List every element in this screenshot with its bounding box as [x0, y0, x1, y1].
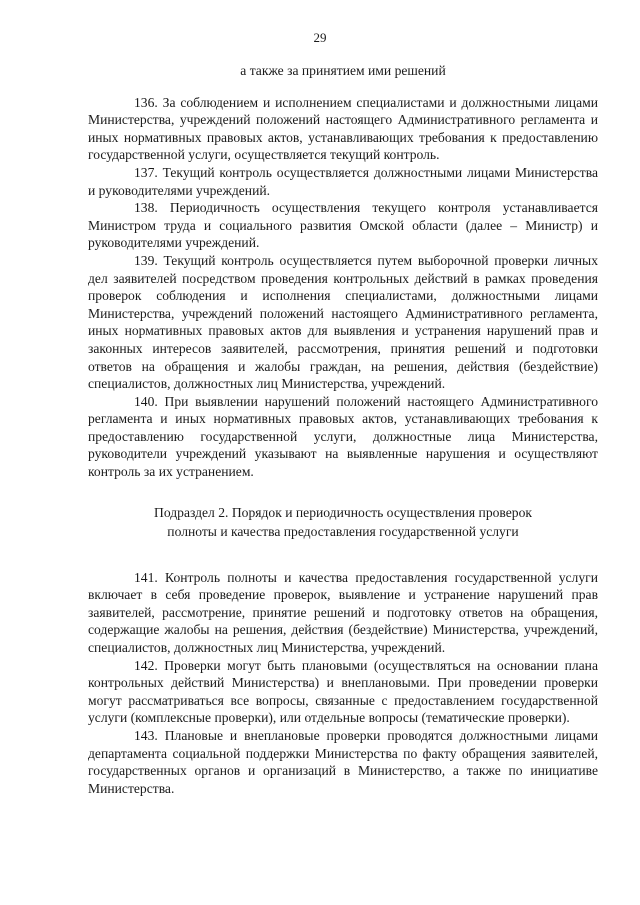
- document-body: [88, 62, 598, 797]
- page-number: 29: [313, 30, 327, 45]
- subsection-title-line-2: полноты и качества предоставления государственной услуги: [167, 523, 519, 539]
- paragraph-140: 140. При выявлении нарушений положений настоящего Административного регламента и иных нормативных правовых актов, устанавливающих требования к предоставлению государственной услуги, должностные лица Министерства, руководители учреждений указывают на выявленные нарушения и осуществляют контроль за их устранением.: [88, 393, 598, 480]
- paragraph-137: 137. Текущий контроль осуществляется должностными лицами Министерства и руководителями учреждений.: [88, 164, 598, 198]
- paragraph-141: 141. Контроль полноты и качества предоставления государственной услуги включает в себя проведение проверок, выявление и устранение нарушений прав заявителей, рассмотрение, принятие решений и подготовку ответов на обращения, содержащие жалобы на решения, действия (бездействие) Министерства, учреждений, специалистов, должностных лиц Министерства, учреждений.: [88, 569, 598, 656]
- paragraph-142: 142. Проверки могут быть плановыми (осуществляться на основании плана контрольных действий Министерства) и внеплановыми. При проведении проверки могут рассматриваться все вопросы, связанные с предоставлением государственной услуги (комплексные проверки), или отдельные вопросы (тематические проверки).: [88, 657, 598, 726]
- paragraph-139: 139. Текущий контроль осуществляется путем выборочной проверки личных дел заявителей посредством проведения контрольных действий в рамках проведения проверок соблюдения и исполнения специалистами, должностными лицами Министерства, учреждений положений настоящего Административного регламента, иных нормативных правовых актов для выявления и устранения нарушений прав и законных интересов заявителей, рассмотрения, принятия решений и подготовки ответов на обращения и жалобы граждан, на решения, действия (бездействие) специалистов, должностных лиц Министерства, учреждений.: [88, 252, 598, 392]
- paragraph-143: 143. Плановые и внеплановые проверки проводятся должностными лицами департамента социальной поддержки Министерства по факту обращения заявителей, государственных органов и организаций в Министерство, а также по инициативе Министерства.: [88, 728, 598, 796]
- paragraph-136: 136. За соблюдением и исполнением специалистами и должностными лицами Министерства, учреждений положений настоящего Административного регламента и иных нормативных правовых актов, устанавливающих требования к предоставлению государственной услуги, осуществляется текущий контроль.: [88, 94, 598, 163]
- subsection-title-line-1: Подраздел 2. Порядок и периодичность осуществления проверок: [154, 504, 532, 520]
- paragraph-138: 138. Периодичность осуществления текущего контроля устанавливается Министром труда и социального развития Омской области (далее – Министр) и руководителями учреждений.: [88, 200, 598, 251]
- section-heading-continuation: а также за принятием ими решений: [240, 63, 446, 78]
